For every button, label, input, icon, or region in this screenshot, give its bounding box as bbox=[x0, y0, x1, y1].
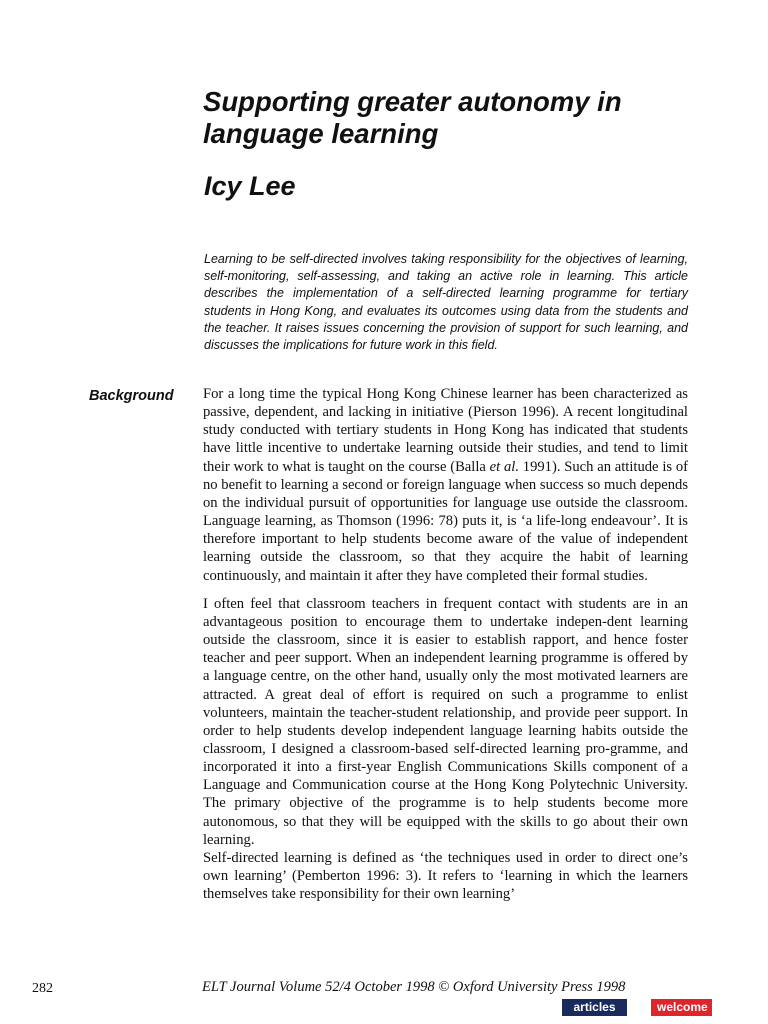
article-author: Icy Lee bbox=[204, 171, 296, 201]
section-heading-background: Background bbox=[89, 388, 174, 404]
citation-et-al: et al. bbox=[489, 458, 519, 475]
article-title: Supporting greater autonomy in language learning bbox=[203, 86, 622, 149]
articles-tag-button[interactable]: articles bbox=[562, 999, 627, 1016]
section-body bbox=[203, 385, 688, 903]
page-number: 282 bbox=[32, 981, 53, 996]
article-abstract: Learning to be self-directed involves taking responsibility for the objectives of learning, self-monitoring, self-assessing, and taking an active role in learning. This article describes the implementation of a self-directed learning programme for tertiary students in Hong Kong, and evaluates its outcomes using data from the students and the teacher. It raises issues concerning the provision of support for such learning, and discusses the implications for future work in this field. bbox=[204, 252, 688, 353]
body-paragraph-1 bbox=[203, 385, 688, 585]
paragraph-1-text-end: 1991). Such an attitude is of no benefit to learning a second or foreign language when success so much depends on the individual pursuit of opportunities for language use outside the classroom. Language learning, as Thomson (1996: 78) puts it, is ‘a life-long endeavour’. It is therefore important to help students become aware of the value of independent learning outside the classroom, so that they acquire the habit of learning continuously, and maintain it after they have completed their formal studies. bbox=[203, 458, 688, 584]
paragraph-1-text-start: For a long time the typical Hong Kong Chinese learner has been characterized as passive, dependent, and lacking in initiative (Pierson 1996). A recent longitudinal study conducted with tertiary students in Hong Kong has indicated that students have little incentive to undertake learning outside their studies, and tend to limit their work to what is taught on the course (Balla bbox=[203, 386, 688, 475]
journal-citation: ELT Journal Volume 52/4 October 1998 © Oxford University Press 1998 bbox=[202, 979, 626, 995]
body-paragraph-2: I often feel that classroom teachers in frequent contact with students are in an advantageous position to encourage them to undertake indepen-dent learning outside the classroom, since it is easier to establish rapport, and hence foster teacher and peer support. When an independent learning programme is offered by a language centre, on the other hand, usually only the most motivated learners are attracted. A great deal of effort is required on such a programme to enlist volunteers, maintain the teacher-student relationship, and provide peer support. In order to help students develop independent language learning habits outside the classroom, I designed a classroom-based self-directed learning pro-gramme, and incorporated it into a first-year English Communications Skills component of a Language and Communication course at the Hong Kong Polytechnic University. The primary objective of the programme is to help students become more autonomous, so that they will be equipped with the skills to go about their own learning. bbox=[203, 595, 688, 848]
body-paragraph-3: Self-directed learning is defined as ‘the techniques used in order to direct one’s own learning’ (Pemberton 1996: 3). It refers to ‘learning in which the learners themselves take responsibility for their own learning’ bbox=[203, 849, 688, 903]
welcome-tag-button[interactable]: welcome bbox=[651, 999, 712, 1016]
